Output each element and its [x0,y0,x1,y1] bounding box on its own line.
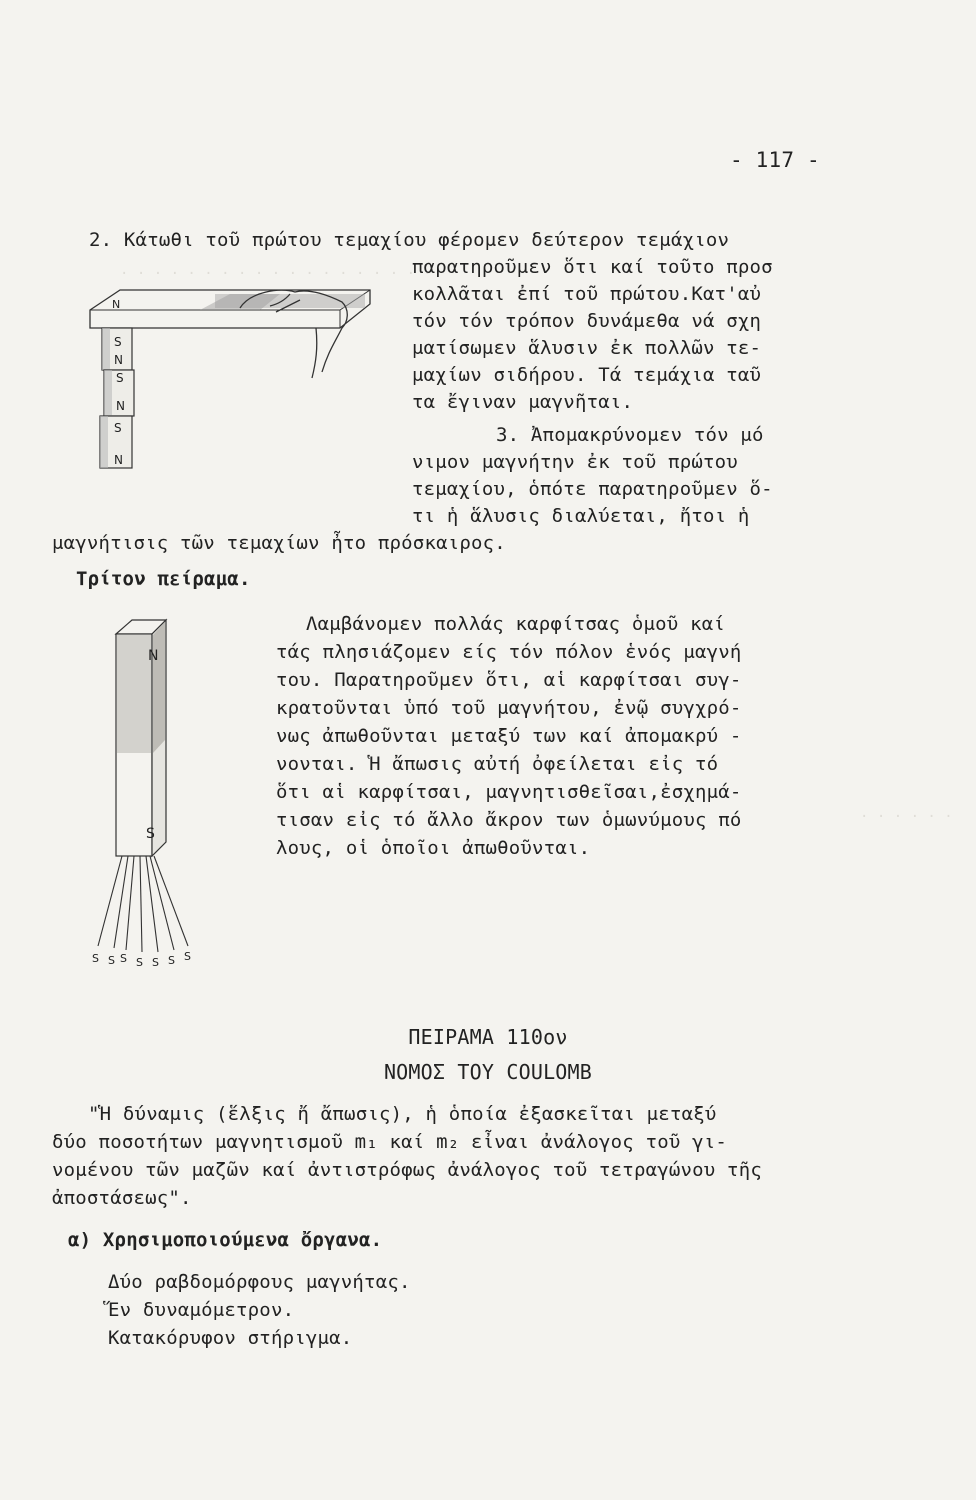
bleed-through-text: . . . . . . [860,805,953,821]
third-experiment-line-1: Λαμβάνομεν πολλάς καρφίτσας ὁμοῦ καί [306,613,726,635]
pole-label-2: N [114,353,123,367]
pole-label-6: N [114,453,123,467]
third-experiment-line-2: τάς πλησιάζομεν είς τόν πόλον ἑνός μαγνή [276,641,742,663]
pole-label-1: S [114,335,122,349]
pin-label-1: S [92,952,99,965]
pole-label-top-left: N [112,298,121,311]
pole-label-5: S [114,421,122,435]
law-line-1: "Ἡ δύναμις (ἕλξις ἤ ἄπωσις), ἡ ὁποία ἐξασκεῖται μεταξύ [88,1103,717,1125]
section3-line-5: μαγνήτισις τῶν τεμαχίων ἦτο πρόσκαιρος. [52,532,506,554]
section2-line-7: τα ἔγιναν μαγνῆται. [412,391,634,413]
third-experiment-line-9: λους, οἱ ὁποῖοι ἀπωθοῦνται. [276,837,591,859]
section2-line-1: 2. Κάτωθι τοῦ πρώτου τεμαχίου φέρομεν δεύτερον τεμάχιον [89,229,730,251]
figure-magnet-pins [88,616,218,969]
instrument-item-3: Κατακόρυφον στήριγμα. [108,1327,353,1349]
pole-label-4: N [116,399,125,413]
section2-line-3: κολλᾶται ἐπί τοῦ πρώτου.Κατ'αὐ [412,283,762,305]
pin-label-2: S [108,954,115,967]
pin-label-6: S [168,954,175,967]
section2-line-6: μαχίων σιδήρου. Τά τεμάχια ταῦ [412,364,762,386]
third-experiment-line-4: κρατοῦνται ὑπό τοῦ μαγνήτου, ἐνῷ συγχρό- [276,697,742,719]
page-number: - 117 - [730,148,820,172]
instruments-heading: α) Χρησιμοποιούμενα ὄργανα. [68,1229,383,1251]
section3-line-4: τι ἡ ἅλυσις διαλύεται, ἤτοι ἡ [412,505,750,527]
third-experiment-line-6: νονται. Ἡ ἄπωσις αὐτή ὀφείλεται εἰς τό [276,753,719,775]
section2-line-4: τόν τόν τρόπον δυνάμεθα νά σχη [412,310,762,332]
law-line-2: δύο ποσοτήτων μαγνητισμοῦ m₁ καί m₂ εἶναι ἀνάλογος τοῦ γι- [52,1131,728,1153]
vertical-magnet [116,620,166,856]
pin-label-5: S [152,956,159,969]
figure-magnet-chain [80,282,380,482]
experiment-subtitle: ΝΟΜΟΣ ΤΟΥ COULOMB [383,1060,593,1084]
section3-line-2: νιμον μαγνήτην ἐκ τοῦ πρώτου [412,451,738,473]
pin-label-7: S [184,950,191,963]
section3-line-3: τεμαχίου, ὁπότε παρατηροῦμεν ὅ- [412,478,773,500]
law-line-4: ἀποστάσεως". [52,1187,192,1209]
third-experiment-heading: Τρίτον πείραμα. [76,568,251,590]
pins [98,856,188,952]
instrument-item-2: Ἕν δυναμόμετρον. [108,1299,295,1321]
pole-label-3: S [116,371,124,385]
section3-line-1: 3. Ἀπομακρύνομεν τόν μό [496,424,764,446]
law-line-3: νομένου τῶν μαζῶν καί ἀντιστρόφως ἀνάλογος τοῦ τετραγώνου τῆς [52,1159,762,1181]
south-pole-label: S [146,826,155,842]
third-experiment-line-7: ὅτι αἱ καρφίτσαι, μαγνητισθεῖσαι,ἐσχημά- [276,781,742,803]
bleed-through-text: . . . . . . . . . . . . . . . . . . . [120,262,432,278]
experiment-title: ΠΕΙΡΑΜΑ 110ον [408,1025,568,1049]
third-experiment-line-8: τισαν εἰς τό ἄλλο ἄκρον των ὁμωνύμους πό [276,809,742,831]
instrument-item-1: Δύο ραβδομόρφους μαγνήτας. [108,1271,411,1293]
section2-line-5: ματίσωμεν ἅλυσιν ἐκ πολλῶν τε- [412,337,762,359]
pin-label-4: S [136,956,143,969]
third-experiment-line-5: νως ἀπωθοῦνται μεταξύ των καί ἀπομακρύ - [276,725,742,747]
north-pole-label: N [148,648,159,664]
third-experiment-line-3: του. Παρατηροῦμεν ὅτι, αἱ καρφίτσαι συγ- [276,669,742,691]
section2-line-2: παρατηροῦμεν ὅτι καί τοῦτο προσ [412,256,773,278]
pin-label-3: S [120,952,127,965]
